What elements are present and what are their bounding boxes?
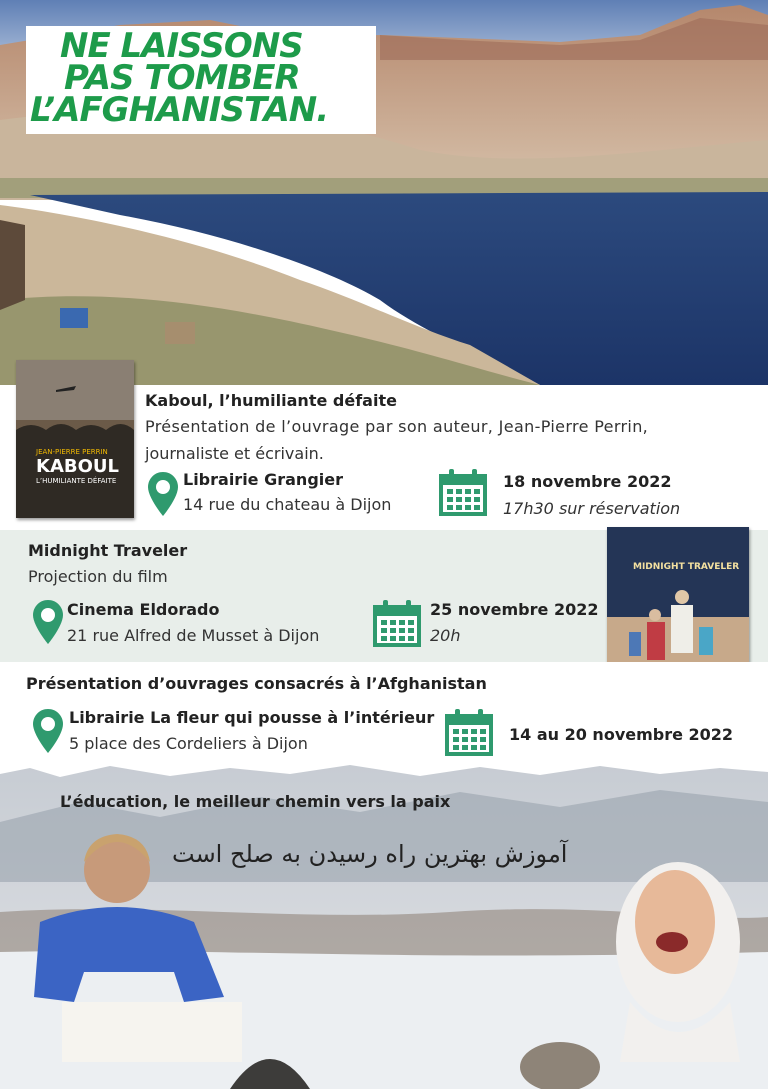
event2-desc: Projection du film (28, 567, 168, 586)
snowy-mountains-photo (0, 762, 768, 1089)
event3-venue: Librairie La fleur qui pousse à l’intérieur (69, 708, 435, 727)
event1-venue: Librairie Grangier (183, 470, 343, 489)
slogan-banner (26, 26, 376, 134)
event1-date: 18 novembre 2022 (503, 472, 672, 491)
event1-title: Kaboul, l’humiliante défaite (145, 391, 397, 410)
event2-venue: Cinema Eldorado (67, 600, 220, 619)
calendar-icon (372, 600, 422, 648)
education-french: L’éducation, le meilleur chemin vers la paix (60, 792, 451, 811)
map-pin-icon (148, 472, 178, 516)
children-mountains-image (0, 762, 768, 1089)
map-pin-icon (33, 709, 63, 753)
poster-title: MIDNIGHT TRAVELER (633, 562, 740, 572)
book-title: KABOUL (36, 456, 119, 477)
education-persian: آموزش بهترین راه رسیدن به صلح است (172, 840, 568, 868)
map-pin-icon (33, 600, 63, 644)
book-cover-image (16, 360, 134, 518)
calendar-icon (438, 469, 488, 517)
event3-address: 5 place des Cordeliers à Dijon (69, 734, 308, 753)
slogan-line-2: PAS TOMBER (64, 58, 300, 98)
event1-address: 14 rue du chateau à Dijon (183, 495, 392, 514)
slogan-line-3: L’AFGHANISTAN. (30, 90, 329, 130)
event1-desc-line1: Présentation de l’ouvrage par son auteur, Jean-Pierre Perrin, (145, 417, 649, 436)
event1-time: 17h30 sur réservation (503, 499, 681, 518)
book-cover-kaboul (16, 360, 134, 518)
event1-desc-line2: journaliste et écrivain. (145, 444, 324, 463)
event2-date: 25 novembre 2022 (430, 600, 599, 619)
book-subtitle: L’HUMILIANTE DÉFAITE (36, 477, 117, 485)
event3-date: 14 au 20 novembre 2022 (509, 725, 734, 744)
slogan-line-1: NE LAISSONS (60, 26, 303, 66)
event2-address: 21 rue Alfred de Musset à Dijon (67, 626, 320, 645)
calendar-icon (444, 709, 494, 757)
book-author: JEAN-PIERRE PERRIN (36, 448, 108, 456)
event2-title: Midnight Traveler (28, 541, 188, 560)
event3-title: Présentation d’ouvrages consacrés à l’Afghanistan (26, 674, 487, 693)
event2-time: 20h (430, 626, 461, 645)
